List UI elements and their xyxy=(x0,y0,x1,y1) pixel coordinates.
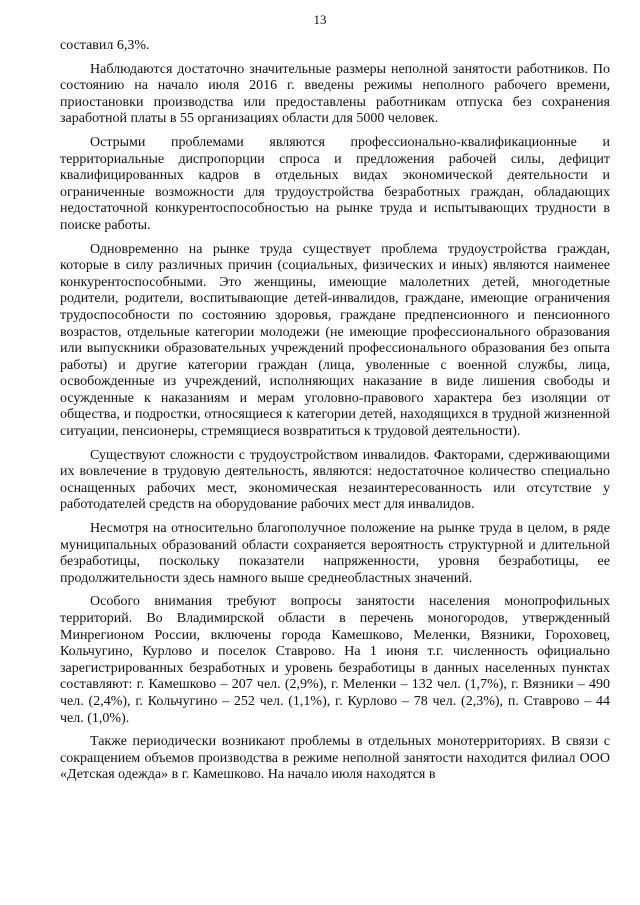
paragraph-acute-problems: Острыми проблемами являются профессионально-квалификационные и территориальные диспропорции спроса и предложения рабочей силы, дефицит квалифицированных кадров в отдельных видах экономической деятельности и ограниченные возможности для трудоустройства безработных граждан, обладающих недостаточной конкурентоспособностью на рынке труда и испытывающих трудности в поиске работы. xyxy=(60,134,610,233)
paragraph-structural-unemployment: Несмотря на относительно благополучное положение на рынке труда в целом, в ряде муниципальных образований области сохраняется вероятность структурной и длительной безработицы, поскольку показатели напряженности, уровня безработицы, ее продолжительности здесь намного выше среднеобластных значений. xyxy=(60,521,610,586)
page-number: 13 xyxy=(313,12,327,27)
paragraph-employment-problem: Одновременно на рынке труда существует проблема трудоустройства граждан, которые в силу различных причин (социальных, физических и иных) являются наименее конкурентоспособными. Это женщины, имеющие малолетних детей, многодетные родители, родители, воспитывающие детей-инвалидов, граждане, имеющие ограничения трудоспособности по состоянию здоровья, граждане предпенсионного и пенсионного возрастов, отдельные категории молодежи (не имеющие профессионального образования или выпускники образовательных учреждений профессионального образования без опыта работы) и другие категории граждан (лица, уволенные с военной службы, лица, освобожденные из учреждений, исполняющих наказание в виде лишения свободы и осужденные к наказаниям и мерам уголовно-правового характера без изоляции от общества, и подростки, относящиеся к категории детей, находящихся в трудной жизненной ситуации, пенсионеры, стремящиеся возвратиться к трудовой деятельности). xyxy=(60,241,610,440)
paragraph-monoterritories: Также периодически возникают проблемы в отдельных монотерриториях. В связи с сокращением объемов производства в режиме неполной занятости находится филиал ООО «Детская одежда» в г. Камешково. На начало июля находятся в xyxy=(60,734,610,783)
paragraph-continuation: составил 6,3%. xyxy=(60,38,150,53)
paragraph-monotowns: Особого внимания требуют вопросы занятости населения монопрофильных территорий. Во Владимирской области в перечень моногородов, утвержденный Минрегионом России, включены города Камешково, Меленки, Вязники, Гороховец, Кольчугино, Курлово и поселок Ставрово. На 1 июня т.г. численность официально зарегистрированных безработных и уровень безработицы в данных населенных пунктах составляют: г. Камешково – 207 чел. (2,9%), г. Меленки – 132 чел. (1,7%), г. Вязники – 490 чел. (2,4%), г. Кольчугино – 252 чел. (1,1%), г. Курлово – 78 чел. (2,3%), п. Ставрово – 44 чел. (1,0%). xyxy=(60,594,610,726)
paragraph-partial-employment: Наблюдаются достаточно значительные размеры неполной занятости работников. По состоянию на начало июля 2016 г. введены режимы неполного рабочего времени, приостановки производства или предоставлены работникам отпуска без сохранения заработной платы в 55 организациях области для 5000 человек. xyxy=(60,61,610,127)
body-text xyxy=(60,38,610,791)
paragraph-disabled-employment: Существуют сложности с трудоустройством инвалидов. Факторами, сдерживающими их вовлечение в трудовую деятельность, являются: недостаточное количество специально оснащенных рабочих мест, экономическая незаинтересованность или отсутствие у работодателей средств на оборудование рабочих мест для инвалидов. xyxy=(60,447,610,513)
